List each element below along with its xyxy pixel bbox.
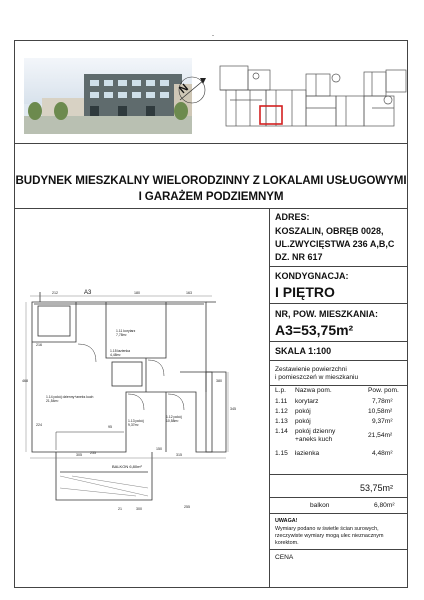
plan-dimension: 180 bbox=[134, 291, 140, 295]
plan-room-area: 9,37m² bbox=[128, 423, 139, 427]
address-line-1: KOSZALIN, OBRĘB 0028, bbox=[275, 226, 384, 236]
col-name: Nazwa pom. bbox=[295, 387, 332, 394]
plan-dimension: 468 bbox=[22, 379, 28, 383]
storey-value: I PIĘTRO bbox=[275, 284, 335, 300]
row-lp: 1.13 bbox=[275, 418, 288, 425]
row-name: korytarz bbox=[295, 398, 319, 405]
plan-dimension: 212 bbox=[52, 291, 58, 295]
row-area: 21,54m² bbox=[368, 432, 393, 439]
row-name: pokój dzienny bbox=[295, 428, 336, 435]
headline-line-1: BUDYNEK MIESZKALNY WIELORODZINNY Z LOKALAMI USŁUGOWYMI bbox=[15, 174, 407, 187]
row-lp: 1.11 bbox=[275, 398, 288, 405]
table-heading-2: i pomieszczeń w mieszkaniu bbox=[275, 374, 359, 381]
plan-dimension: 345 bbox=[230, 407, 236, 411]
plan-unit-label: A3 bbox=[84, 290, 92, 296]
col-lp: L.p. bbox=[275, 387, 286, 394]
divider bbox=[14, 143, 408, 144]
plan-dimension: 216 bbox=[36, 343, 42, 347]
plan-room-area: 4,48m² bbox=[110, 353, 121, 357]
plan-room-area: 21,54m² bbox=[46, 399, 59, 403]
plan-dimension: 255 bbox=[184, 505, 190, 509]
plan-dimension: 21 bbox=[118, 507, 122, 511]
column-divider bbox=[269, 208, 270, 588]
divider bbox=[269, 360, 408, 361]
plan-room-area: 10,58m² bbox=[166, 419, 179, 423]
plan-dimension: 163 bbox=[186, 291, 192, 295]
row-name: pokój bbox=[295, 408, 311, 415]
note-line-1: Wymiary podano w świetle ścian surowych, bbox=[275, 526, 379, 532]
site-plan bbox=[176, 60, 410, 134]
divider bbox=[269, 303, 408, 304]
plan-dimension: 305 bbox=[76, 453, 82, 457]
building-rendering bbox=[24, 58, 192, 134]
col-area: Pow. pom. bbox=[368, 387, 399, 394]
divider bbox=[269, 266, 408, 267]
row-lp: 1.15 bbox=[275, 450, 288, 457]
divider bbox=[269, 341, 408, 342]
plan-balcony-label: BALKON 6,80m² bbox=[112, 464, 142, 469]
headline-line-2: I GARAŻEM PODZIEMNYM bbox=[138, 190, 284, 203]
row-lp: 1.12 bbox=[275, 408, 288, 415]
divider bbox=[269, 513, 408, 514]
plan-room-label: 1.14 pokój dzienny+aneks kuch bbox=[46, 395, 94, 399]
divider bbox=[269, 385, 408, 386]
note-line-3: korektom. bbox=[275, 540, 299, 546]
plan-dimension: 224 bbox=[36, 423, 42, 427]
apartment-value: A3=53,75m² bbox=[275, 322, 354, 338]
storey-label: KONDYGNACJA: bbox=[275, 271, 349, 281]
divider bbox=[269, 549, 408, 550]
row-area: 9,37m² bbox=[372, 418, 393, 425]
note-heading: UWAGA! bbox=[275, 518, 298, 524]
row-lp: 1.14 bbox=[275, 428, 288, 435]
apartment-label: NR, POW. MIESZKANIA: bbox=[275, 309, 378, 319]
scale-label: SKALA 1:100 bbox=[275, 346, 332, 356]
address-line-2: UL.ZWYCIĘSTWA 236 A,B,C bbox=[275, 239, 395, 249]
top-mark: - bbox=[212, 33, 214, 39]
plan-room-label: 1.13 pokój bbox=[128, 419, 144, 423]
divider bbox=[269, 474, 408, 475]
floor-plan bbox=[16, 282, 268, 582]
plan-dimension: 150 bbox=[156, 447, 162, 451]
address-label: ADRES: bbox=[275, 212, 310, 222]
divider bbox=[269, 497, 408, 498]
plan-room-label: 1.15 łazienka bbox=[110, 349, 130, 353]
plan-dimension: 380 bbox=[216, 379, 222, 383]
price-label: CENA bbox=[275, 554, 294, 561]
row-area: 10,58m² bbox=[368, 408, 393, 415]
balcony-label: balkon bbox=[310, 502, 330, 509]
balcony-area: 6,80m² bbox=[374, 502, 395, 509]
address-line-3: DZ. NR 617 bbox=[275, 252, 323, 262]
row-name: łazienka bbox=[295, 450, 320, 457]
plan-room-label: 1.11 korytarz bbox=[116, 329, 136, 333]
row-name: pokój bbox=[295, 418, 311, 425]
plan-room-area: 7,78m² bbox=[116, 333, 127, 337]
note-line-2: rzeczywiste wymiary mogą ulec nieznacznym bbox=[275, 533, 384, 539]
row-name-2: +aneks kuch bbox=[295, 436, 333, 443]
plan-room-label: 1.12 pokój bbox=[166, 415, 182, 419]
table-heading-1: Zestawienie powierzchni bbox=[275, 366, 347, 373]
total-area: 53,75m² bbox=[360, 483, 394, 493]
row-area: 7,78m² bbox=[372, 398, 393, 405]
divider bbox=[14, 208, 408, 209]
plan-dimension: 315 bbox=[176, 453, 182, 457]
plan-dimension: 300 bbox=[136, 507, 142, 511]
plan-dimension: 235 bbox=[90, 451, 96, 455]
compass-letter: N bbox=[177, 81, 191, 97]
plan-dimension: 95 bbox=[108, 425, 112, 429]
row-area: 4,48m² bbox=[372, 450, 393, 457]
